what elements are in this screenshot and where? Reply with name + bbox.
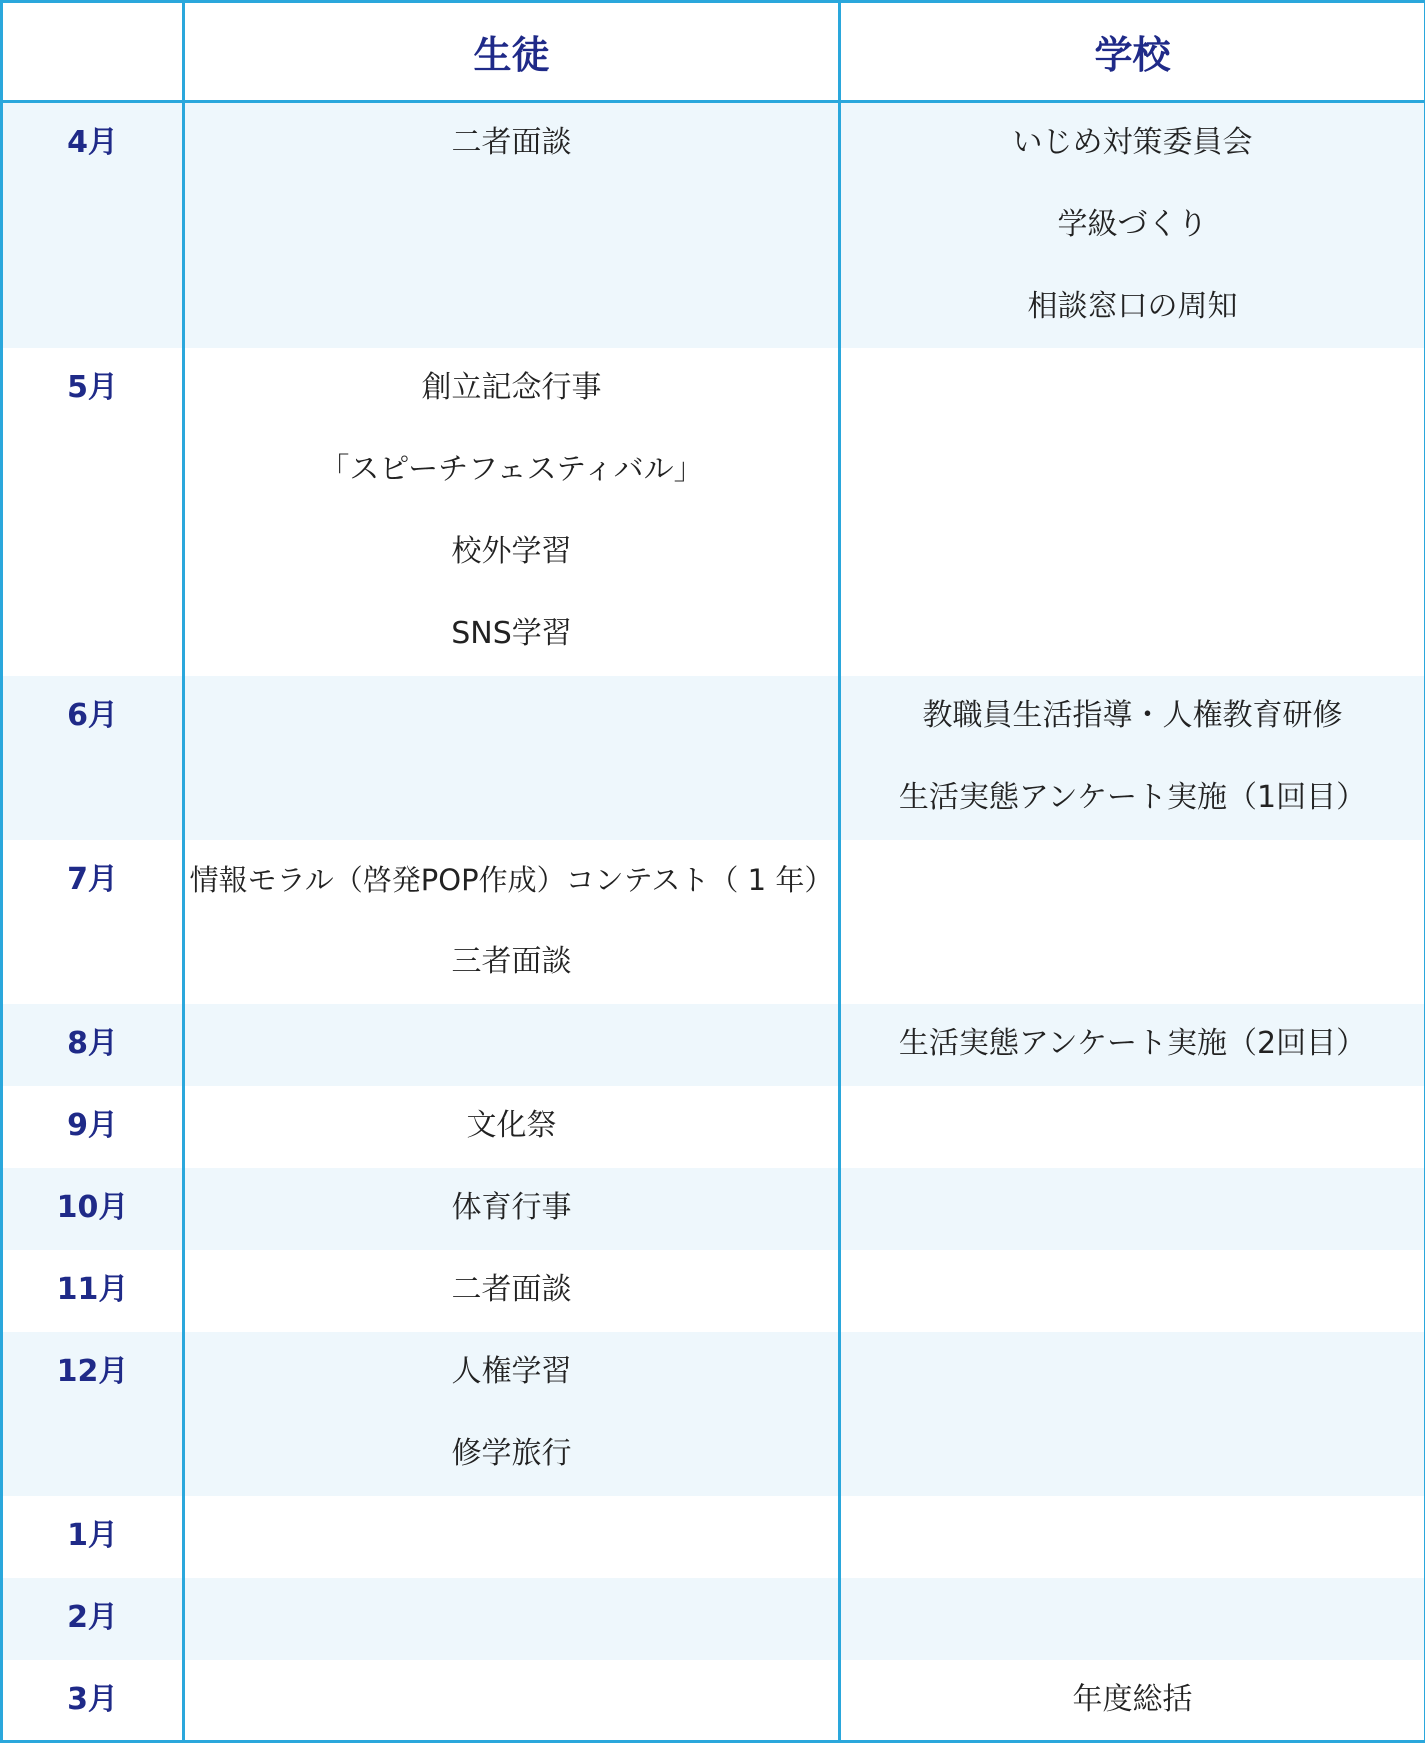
student-activities-cell	[184, 1660, 840, 1742]
school-activities-cell	[840, 1086, 1425, 1168]
month-cell: 9月	[2, 1086, 184, 1168]
student-activity-item: 創立記念行事	[185, 366, 838, 448]
student-activity-item: 二者面談	[185, 1268, 838, 1312]
student-activities-cell	[184, 1086, 840, 1168]
table-row	[2, 1332, 1425, 1496]
table-row	[2, 1250, 1425, 1332]
student-activity-item: 二者面談	[185, 121, 838, 165]
school-activities-cell	[840, 1496, 1425, 1578]
student-activity-item: 校外学習	[185, 530, 838, 612]
student-activity-item: 情報モラル（啓発POP作成）コンテスト（ 1 年）	[185, 858, 838, 940]
school-activities-cell	[840, 102, 1425, 348]
school-activities-cell	[840, 1660, 1425, 1742]
header-school-cell: 学校	[840, 2, 1425, 102]
month-cell: 5月	[2, 348, 184, 676]
table-row	[2, 1168, 1425, 1250]
month-cell: 1月	[2, 1496, 184, 1578]
student-activities-cell	[184, 1578, 840, 1660]
student-activity-item: 「スピーチフェスティバル」	[185, 448, 838, 530]
month-cell: 11月	[2, 1250, 184, 1332]
school-activity-item: 相談窓口の周知	[841, 285, 1424, 329]
month-cell: 2月	[2, 1578, 184, 1660]
table-row	[2, 102, 1425, 348]
student-activities-cell	[184, 1004, 840, 1086]
student-activity-item: 体育行事	[185, 1186, 838, 1230]
student-activity-item: 文化祭	[185, 1104, 838, 1148]
table-row	[2, 1578, 1425, 1660]
month-cell: 8月	[2, 1004, 184, 1086]
table-row	[2, 348, 1425, 676]
student-activities-cell	[184, 676, 840, 840]
student-activity-item: 三者面談	[185, 940, 838, 984]
student-activity-item: 人権学習	[185, 1350, 838, 1432]
school-activity-item: 教職員生活指導・人権教育研修	[841, 694, 1424, 776]
school-activities-cell	[840, 840, 1425, 1004]
header-student-cell: 生徒	[184, 2, 840, 102]
table-row	[2, 1660, 1425, 1742]
student-activities-cell	[184, 1250, 840, 1332]
school-activities-cell	[840, 676, 1425, 840]
student-activities-cell	[184, 1168, 840, 1250]
school-activity-item: 生活実態アンケート実施（1回目）	[841, 776, 1424, 820]
month-cell: 10月	[2, 1168, 184, 1250]
table-row	[2, 1004, 1425, 1086]
month-cell: 12月	[2, 1332, 184, 1496]
school-activities-cell	[840, 1004, 1425, 1086]
student-activity-item: 修学旅行	[185, 1432, 838, 1476]
month-cell: 3月	[2, 1660, 184, 1742]
student-activities-cell	[184, 1332, 840, 1496]
school-activities-cell	[840, 348, 1425, 676]
school-activities-cell	[840, 1250, 1425, 1332]
month-cell: 7月	[2, 840, 184, 1004]
table-row	[2, 1086, 1425, 1168]
student-activity-item: SNS学習	[185, 612, 838, 656]
header-row	[2, 2, 1425, 102]
month-cell: 4月	[2, 102, 184, 348]
schedule-body	[2, 102, 1425, 1742]
table-row	[2, 676, 1425, 840]
school-activity-item: いじめ対策委員会	[841, 121, 1424, 203]
header-month-cell	[2, 2, 184, 102]
table-row	[2, 840, 1425, 1004]
school-activity-item: 学級づくり	[841, 203, 1424, 285]
table-row	[2, 1496, 1425, 1578]
school-activities-cell	[840, 1168, 1425, 1250]
student-activities-cell	[184, 348, 840, 676]
school-activities-cell	[840, 1578, 1425, 1660]
student-activities-cell	[184, 840, 840, 1004]
student-activities-cell	[184, 1496, 840, 1578]
student-activities-cell	[184, 102, 840, 348]
school-activities-cell	[840, 1332, 1425, 1496]
month-cell: 6月	[2, 676, 184, 840]
school-activity-item: 年度総括	[841, 1678, 1424, 1722]
school-activity-item: 生活実態アンケート実施（2回目）	[841, 1022, 1424, 1066]
